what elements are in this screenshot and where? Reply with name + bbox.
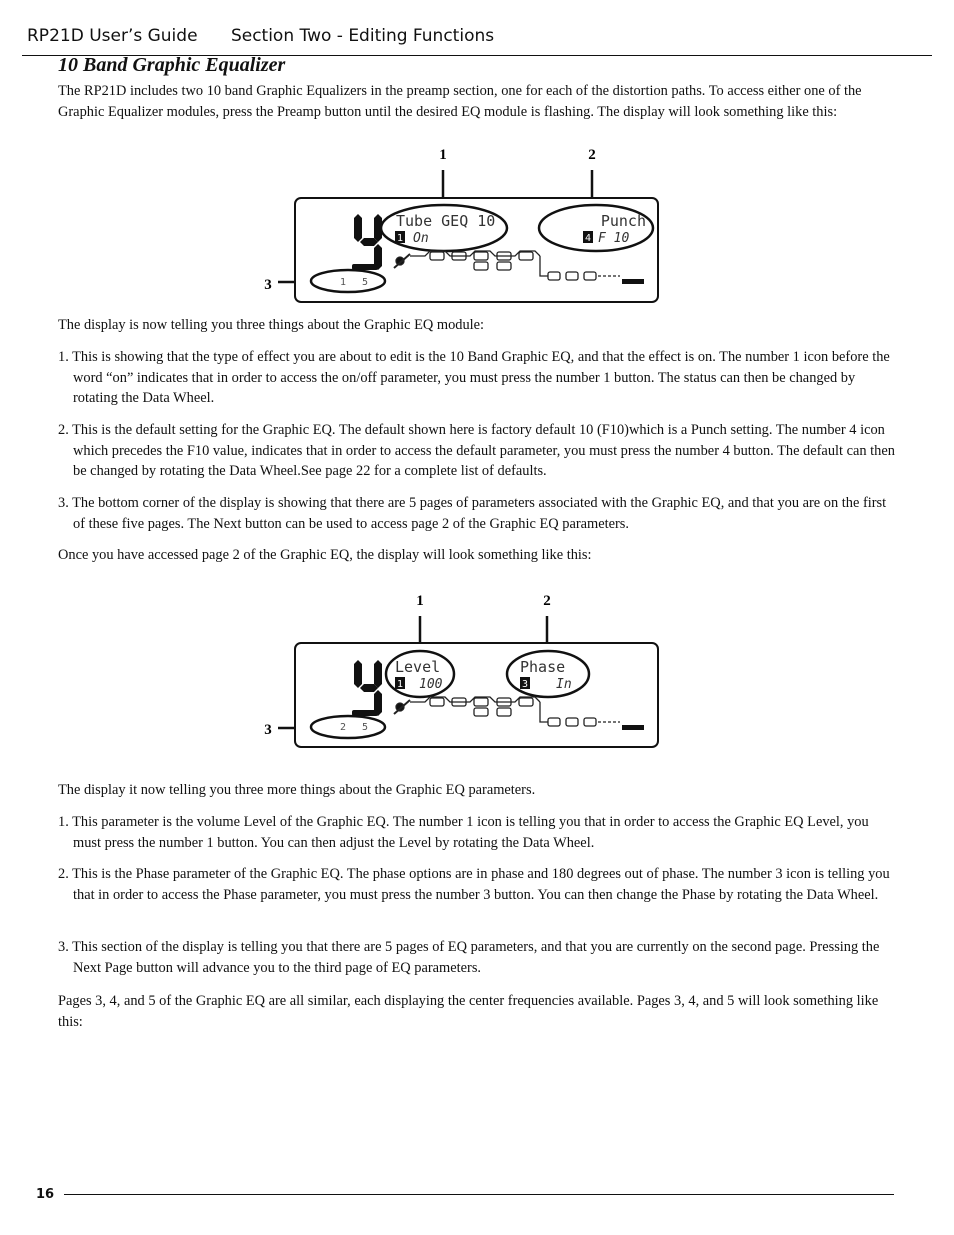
lcd-value-right: In: [556, 677, 572, 692]
page2-intro: Once you have accessed page 2 of the Graphic EQ, the display will look something like this:: [58, 547, 592, 563]
callout-2: 2: [588, 147, 596, 163]
lcd-frame: [295, 643, 658, 747]
button-icon-1: 1: [397, 233, 404, 244]
button-icon-4: 4: [585, 233, 592, 244]
display-diagram-1: [0, 140, 954, 310]
footer-rule: [64, 1194, 894, 1195]
list1-item-2: 2. This is the default setting for the Graphic EQ. The default shown here is factory default 10 (F10)which is a Punch setting. The number 4 icon which precedes the F10 value, indicates that in order to access the default parameter, you must press the number 4 button. The default can then be changed by rotating the Data Wheel.See page 22 for a complete list of defaults.: [58, 422, 895, 479]
list1-item-1: 1. This is showing that the type of effect you are about to edit is the 10 Band Graphic EQ, and that the effect is on. The number 1 icon before the word “on” indicates that in order to access the on/off parameter, you must press the number 1 button. The status can then be changed by rotating the Data Wheel.: [58, 349, 890, 406]
callout-1: 1: [416, 593, 424, 609]
list1-item-3: 3. The bottom corner of the display is showing that there are 5 pages of parameters associated with the Graphic EQ, and that you are on the first of these five pages. The Next button can be used to access page 2 of the Graphic EQ parameters.: [58, 495, 887, 532]
callout-3: 3: [264, 277, 272, 293]
page-number: 16: [36, 1187, 55, 1202]
list2-item-3: 3. This section of the display is telling you that there are 5 pages of EQ parameters, and that you are currently on the second page. Pressing the Next Page button will advance you to the third page of EQ parameters.: [58, 939, 880, 976]
guide-title: RP21D User’s Guide: [27, 26, 198, 46]
final-paragraph: Pages 3, 4, and 5 of the Graphic EQ are all similar, each displaying the center frequencies available. Pages 3, 4, and 5 will look something like this:: [58, 993, 879, 1030]
page-total: 5: [362, 277, 369, 288]
callout-1: 1: [439, 147, 447, 163]
lcd-line1-right: Punch: [600, 212, 646, 230]
display-diagram-2: [0, 586, 954, 756]
section-title: Section Two - Editing Functions: [230, 26, 495, 46]
list2-item-1: 1. This parameter is the volume Level of the Graphic EQ. The number 1 icon is telling you that in order to access the Graphic EQ Level, you must press the number 1 button. You can then adjust the Level by rotating the Data Wheel.: [58, 814, 869, 851]
lcd-line1-right: Phase: [520, 658, 566, 676]
lcd-line1-left: Level: [395, 658, 441, 676]
intro-paragraph: The RP21D includes two 10 band Graphic Equalizers in the preamp section, one for each of the distortion paths. To access either one of the Graphic Equalizer modules, press the Preamp button until the desired EQ module is flashing. The display will look something like this:: [58, 83, 862, 120]
page-title: 10 Band Graphic Equalizer: [58, 54, 286, 76]
lcd-value-left: On: [413, 231, 429, 246]
callout-2: 2: [543, 593, 551, 609]
page-total: 5: [362, 722, 369, 733]
button-icon-3: 3: [522, 679, 529, 690]
things-intro-1: The display is now telling you three things about the Graphic EQ module:: [58, 317, 485, 333]
page-current: 1: [340, 277, 347, 288]
page-current: 2: [340, 722, 347, 733]
lcd-value-right: F 10: [598, 231, 630, 246]
running-header: [27, 26, 494, 46]
callout-3: 3: [264, 722, 272, 738]
button-icon-1: 1: [397, 679, 404, 690]
lcd-line1-left: Tube GEQ 10: [396, 212, 496, 230]
list2-item-2: 2. This is the Phase parameter of the Graphic EQ. The phase options are in phase and 180 degrees out of phase. The number 3 icon is telling you that in order to access the Phase parameter, you must press the number 3 button. You can then change the Phase by rotating the Data Wheel.: [58, 866, 890, 903]
lcd-value-left: 100: [419, 677, 443, 692]
things-intro-2: The display it now telling you three more things about the Graphic EQ parameters.: [58, 782, 536, 798]
